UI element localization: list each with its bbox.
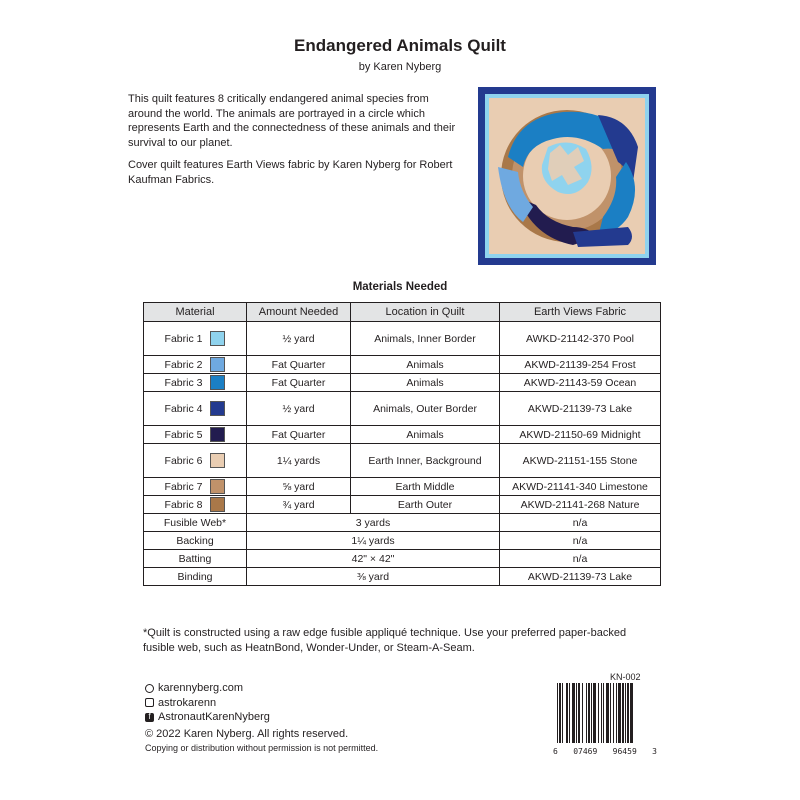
barcode-bar xyxy=(557,683,558,743)
material-name: Binding xyxy=(144,568,247,586)
barcode-bar xyxy=(586,683,587,743)
barcode-bar xyxy=(618,683,621,743)
amount-cell: ½ yard xyxy=(247,392,351,426)
barcode-bar xyxy=(582,683,583,743)
barcode-number xyxy=(553,747,657,756)
barcode-bar xyxy=(578,683,580,743)
fabric-swatch xyxy=(210,427,225,442)
material-name: Fusible Web* xyxy=(144,514,247,532)
materials-title: Materials Needed xyxy=(352,281,448,293)
amount-cell: 1¼ yards xyxy=(247,532,500,550)
barcode xyxy=(553,683,657,747)
globe-icon xyxy=(145,684,154,693)
contact-facebook[interactable] xyxy=(145,710,270,725)
fabric-cell: n/a xyxy=(500,550,661,568)
contact-list xyxy=(145,681,270,725)
author-byline: by Karen Nyberg xyxy=(358,61,442,73)
fabric-swatch xyxy=(210,453,225,468)
amount-cell: ½ yard xyxy=(247,322,351,356)
material-name: Fabric 1 xyxy=(164,332,203,345)
table-row xyxy=(144,392,661,426)
barcode-digit-last: 3 xyxy=(652,747,657,756)
materials-table xyxy=(143,302,661,586)
table-row xyxy=(144,532,661,550)
material-name: Fabric 7 xyxy=(164,480,203,493)
table-row xyxy=(144,444,661,478)
fabric-cell: n/a xyxy=(500,532,661,550)
barcode-bar xyxy=(566,683,568,743)
barcode-bar xyxy=(591,683,592,743)
column-header-amount: Amount Needed xyxy=(247,303,351,322)
barcode-bar xyxy=(588,683,590,743)
website-link[interactable]: karennyberg.com xyxy=(158,682,243,694)
barcode-bar xyxy=(625,683,626,743)
fabric-cell: AKWD-21150-69 Midnight xyxy=(500,426,661,444)
table-row xyxy=(144,514,661,532)
amount-cell: ¾ yard xyxy=(247,496,351,514)
contact-instagram[interactable] xyxy=(145,696,270,711)
facebook-icon: f xyxy=(145,713,154,722)
contact-website[interactable] xyxy=(145,681,270,696)
table-row xyxy=(144,426,661,444)
rights-note: Copying or distribution without permission is not permitted. xyxy=(145,743,379,753)
amount-cell: 1¼ yards xyxy=(247,444,351,478)
fabric-cell: AKWD-21143-59 Ocean xyxy=(500,374,661,392)
location-cell: Animals xyxy=(351,356,500,374)
barcode-bar xyxy=(622,683,624,743)
location-cell: Earth Outer xyxy=(351,496,500,514)
table-row xyxy=(144,550,661,568)
barcode-bar xyxy=(616,683,617,743)
instagram-icon xyxy=(145,698,154,707)
facebook-handle[interactable]: AstronautKarenNyberg xyxy=(158,711,270,723)
table-row xyxy=(144,568,661,586)
intro-paragraph-2: Cover quilt features Earth Views fabric by Karen Nyberg for Robert Kaufman Fabrics. xyxy=(128,159,453,186)
fabric-cell: AWKD-21142-370 Pool xyxy=(500,322,661,356)
amount-cell: Fat Quarter xyxy=(247,426,351,444)
intro-paragraph-1: This quilt features 8 critically endangered animal species from around the world. The animals are portrayed in a circle which represents Earth and the connectedness of these animals and their survival to our planet. xyxy=(128,93,456,149)
barcode-bar xyxy=(613,683,614,743)
amount-cell: 42" × 42" xyxy=(247,550,500,568)
location-cell: Animals, Inner Border xyxy=(351,322,500,356)
barcode-bar xyxy=(630,683,633,743)
barcode-bar xyxy=(559,683,561,743)
quilt-cover-image xyxy=(478,87,656,265)
material-name: Fabric 3 xyxy=(164,376,203,389)
table-row xyxy=(144,322,661,356)
material-name: Fabric 4 xyxy=(164,402,203,415)
fabric-swatch xyxy=(210,357,225,372)
barcode-bar xyxy=(576,683,577,743)
fabric-cell: AKWD-21139-73 Lake xyxy=(500,392,661,426)
location-cell: Earth Middle xyxy=(351,478,500,496)
barcode-bar xyxy=(601,683,602,743)
product-code: KN-002 xyxy=(610,672,641,682)
material-name: Fabric 8 xyxy=(164,498,203,511)
location-cell: Animals, Outer Border xyxy=(351,392,500,426)
copyright: © 2022 Karen Nyberg. All rights reserved. xyxy=(145,728,349,740)
barcode-bar xyxy=(603,683,604,743)
amount-cell: ⅜ yard xyxy=(247,568,500,586)
fabric-swatch xyxy=(210,331,225,346)
fabric-cell: AKWD-21141-268 Nature xyxy=(500,496,661,514)
fabric-cell: n/a xyxy=(500,514,661,532)
location-cell: Earth Inner, Background xyxy=(351,444,500,478)
footnote: *Quilt is constructed using a raw edge fusible appliqué technique. Use your preferred paper-backed fusible web, such as HeatnBond, Wonder-Under, or Steam-A-Seam. xyxy=(143,627,627,654)
fabric-swatch xyxy=(210,375,225,390)
barcode-bar xyxy=(598,683,599,743)
barcode-bar xyxy=(562,683,563,743)
fabric-cell: AKWD-21139-73 Lake xyxy=(500,568,661,586)
fabric-cell: AKWD-21141-340 Limestone xyxy=(500,478,661,496)
amount-cell: Fat Quarter xyxy=(247,374,351,392)
barcode-digits-left: 07469 xyxy=(573,747,598,756)
fabric-swatch xyxy=(210,479,225,494)
barcode-bar xyxy=(627,683,629,743)
amount-cell: Fat Quarter xyxy=(247,356,351,374)
table-row xyxy=(144,374,661,392)
table-row xyxy=(144,356,661,374)
fabric-cell: AKWD-21151-155 Stone xyxy=(500,444,661,478)
fabric-swatch xyxy=(210,497,225,512)
column-header-material: Material xyxy=(144,303,247,322)
fabric-cell: AKWD-21139-254 Frost xyxy=(500,356,661,374)
location-cell: Animals xyxy=(351,426,500,444)
barcode-bar xyxy=(610,683,611,743)
table-row xyxy=(144,478,661,496)
column-header-fabric: Earth Views Fabric xyxy=(500,303,661,322)
barcode-digits-right: 96459 xyxy=(612,747,637,756)
material-name: Backing xyxy=(144,532,247,550)
location-cell: Animals xyxy=(351,374,500,392)
table-row xyxy=(144,496,661,514)
barcode-digit-first: 6 xyxy=(553,747,558,756)
column-header-location: Location in Quilt xyxy=(351,303,500,322)
material-name: Fabric 2 xyxy=(164,358,203,371)
barcode-bar xyxy=(606,683,609,743)
material-name: Batting xyxy=(144,550,247,568)
instagram-handle[interactable]: astrokarenn xyxy=(158,696,217,709)
material-name: Fabric 5 xyxy=(164,428,203,441)
amount-cell: 3 yards xyxy=(247,514,500,532)
barcode-bar xyxy=(572,683,575,743)
intro-text xyxy=(128,92,463,195)
material-name: Fabric 6 xyxy=(164,454,203,467)
barcode-bar xyxy=(569,683,570,743)
barcode-bar xyxy=(593,683,596,743)
page-title: Endangered Animals Quilt xyxy=(294,36,506,55)
fabric-swatch xyxy=(210,401,225,416)
table-header-row xyxy=(144,303,661,322)
amount-cell: ⅝ yard xyxy=(247,478,351,496)
